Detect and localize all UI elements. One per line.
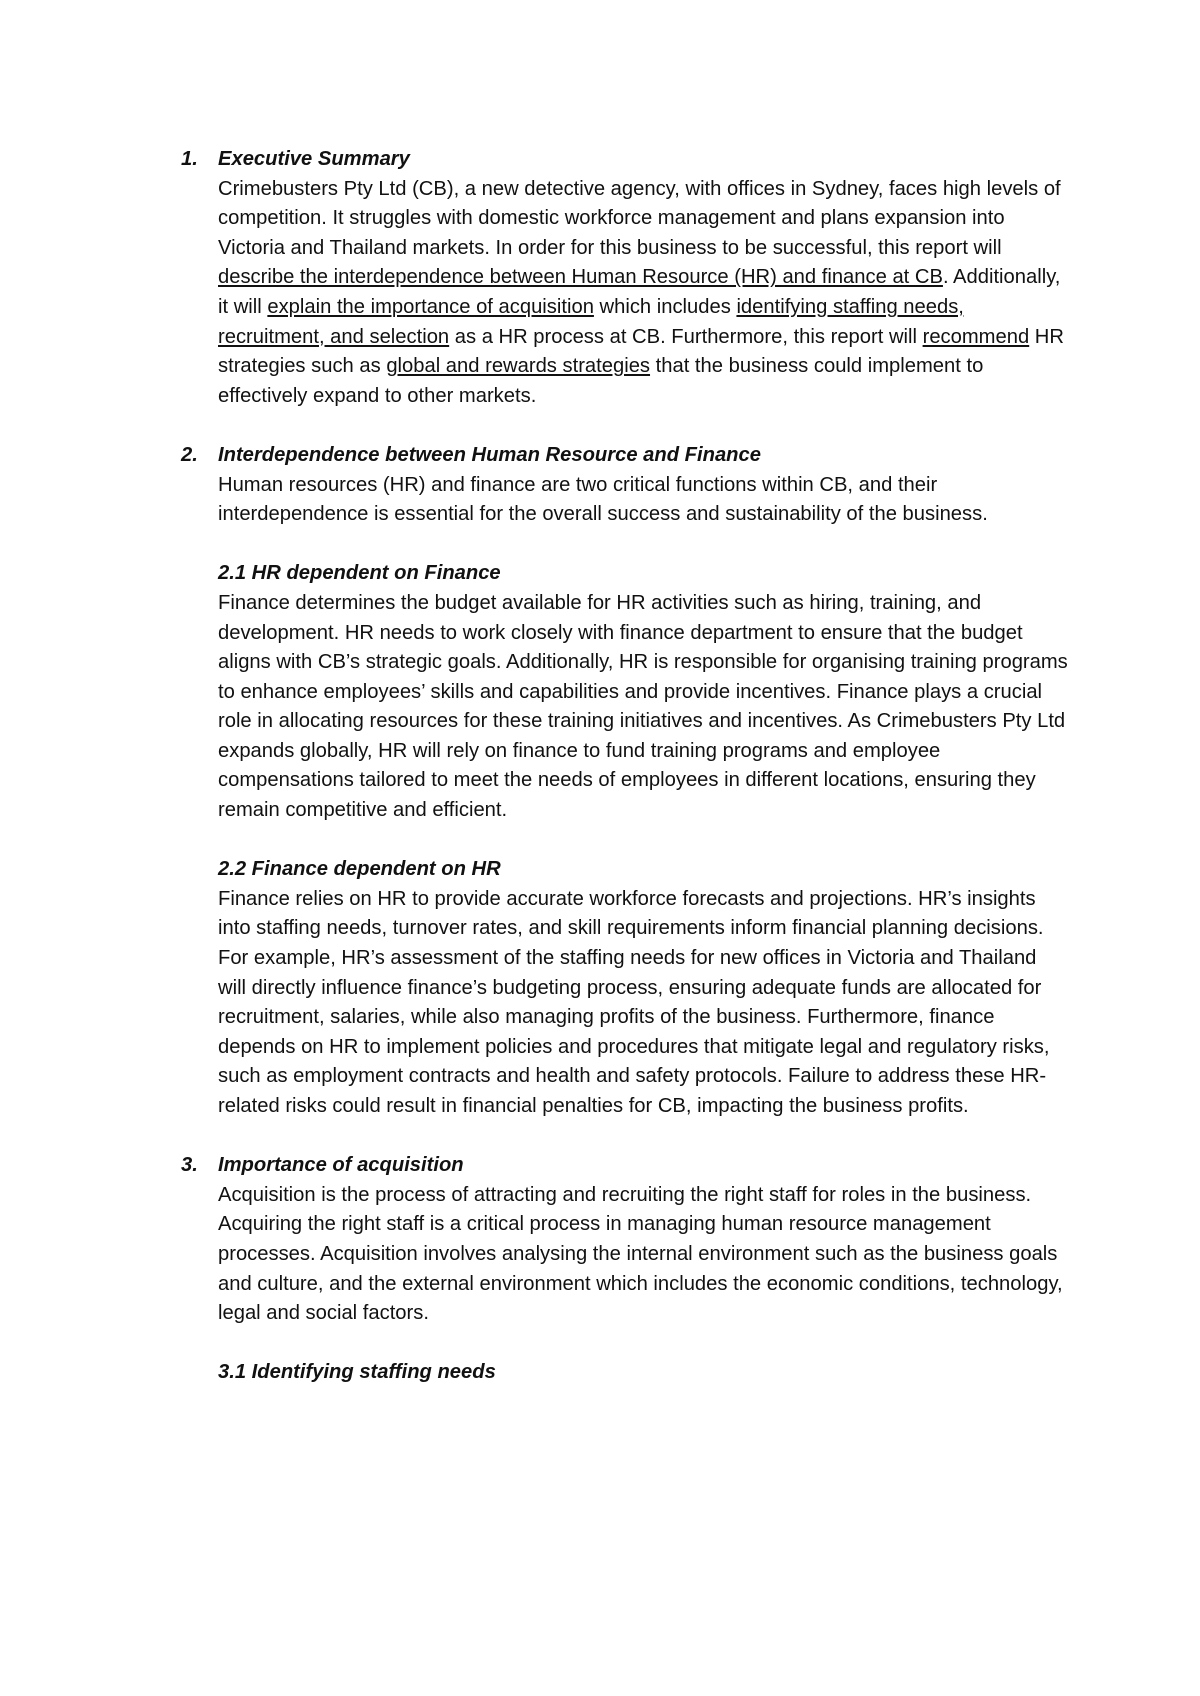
text-run: HR strategies such as xyxy=(218,325,1064,378)
subsection-paragraph: Finance relies on HR to provide accurate workforce forecasts and projections. HR’s insights into staffing needs, turnover rates, and skill requirements inform financial planning decisions. For example, HR’s assessment of the staffing needs for new offices in Victoria and Thailand will directly influence finance’s budgeting process, ensuring adequate funds are allocated for recruitment, salaries, while also managing profits of the business. Furthermore, finance depends on HR to implement policies and procedures that mitigate legal and regulatory risks, such as employment contracts and health and safety protocols. Failure to address these HR-related risks could result in financial penalties for CB, impacting the business profits. xyxy=(218,887,1050,1117)
subsection-paragraph: Finance determines the budget available for HR activities such as hiring, training, and development. HR needs to work closely with finance department to ensure that the budget aligns with CB’s strategic goals. Additionally, HR is responsible for organising training programs to enhance employees’ skills and capabilities and provide incentives. Finance plays a crucial role in allocating resources for these training initiatives and incentives. As Crimebusters Pty Ltd expands globally, HR will rely on finance to fund training programs and employee compensations tailored to meet the needs of employees in different locations, ensuring they remain competitive and efficient. xyxy=(218,591,1068,822)
text-run: Crimebusters Pty Ltd (CB), a new detective agency, with offices in Sydney, faces high levels of competition. It struggles with domestic workforce management and plans expansion into Victoria and Thailand markets. In order for this business to be successful, this report will xyxy=(218,177,1061,259)
subsection-finance-dependent-on-hr xyxy=(218,855,1068,1121)
spacer xyxy=(218,826,1068,856)
underlined-phrase: global and rewards strategies xyxy=(386,355,651,378)
underlined-phrase: identifying staffing needs, recruitment, and selection xyxy=(218,295,964,348)
section-number: 1. xyxy=(181,148,198,170)
spacer xyxy=(218,411,1068,441)
section-executive-summary xyxy=(181,145,1068,411)
underlined-phrase: explain the importance of acquisition xyxy=(267,295,594,318)
section-heading: Importance of acquisition xyxy=(218,1154,464,1177)
spacer xyxy=(218,530,1068,560)
subsection-heading: 2.2 Finance dependent on HR xyxy=(218,858,501,881)
subsection-hr-dependent-on-finance xyxy=(218,559,1068,825)
text-run: as a HR process at CB. Furthermore, this report will xyxy=(449,325,923,348)
spacer xyxy=(218,1329,1068,1359)
subsection-heading: 3.1 Identifying staffing needs xyxy=(218,1361,496,1384)
text-run: . Additionally, it will xyxy=(218,266,1061,318)
section-number: 2. xyxy=(181,443,198,466)
section-paragraph: Human resources (HR) and finance are two critical functions within CB, and their interdependence is essential for the overall success and sustainability of the business. xyxy=(218,473,988,526)
text-run: which includes xyxy=(593,295,737,318)
underlined-phrase: recommend xyxy=(922,325,1030,348)
subsection-heading: 2.1 HR dependent on Finance xyxy=(218,562,501,585)
section-paragraph: Acquisition is the process of attracting and recruiting the right staff for roles in the business. Acquiring the right staff is a critical process in managing human resource management processes. Acquisition involves analysing the internal environment such as the business goals and culture, and the external environment which includes the economic conditions, technology, legal and social factors. xyxy=(218,1183,1063,1325)
spacer xyxy=(218,1122,1068,1152)
executive-summary-paragraph xyxy=(218,175,1068,412)
subsection-identifying-staffing-needs xyxy=(218,1358,1068,1388)
document-body xyxy=(181,145,1068,1388)
text-run: that the business could implement to effectively expand to other markets. xyxy=(218,355,984,407)
section-interdependence xyxy=(181,441,1068,530)
underlined-phrase: describe the interdependence between Human Resource (HR) and finance at CB xyxy=(218,266,943,289)
section-heading: Executive Summary xyxy=(218,148,410,170)
section-importance-of-acquisition xyxy=(181,1151,1068,1329)
section-heading: Interdependence between Human Resource and Finance xyxy=(218,443,761,466)
section-number: 3. xyxy=(181,1154,198,1177)
